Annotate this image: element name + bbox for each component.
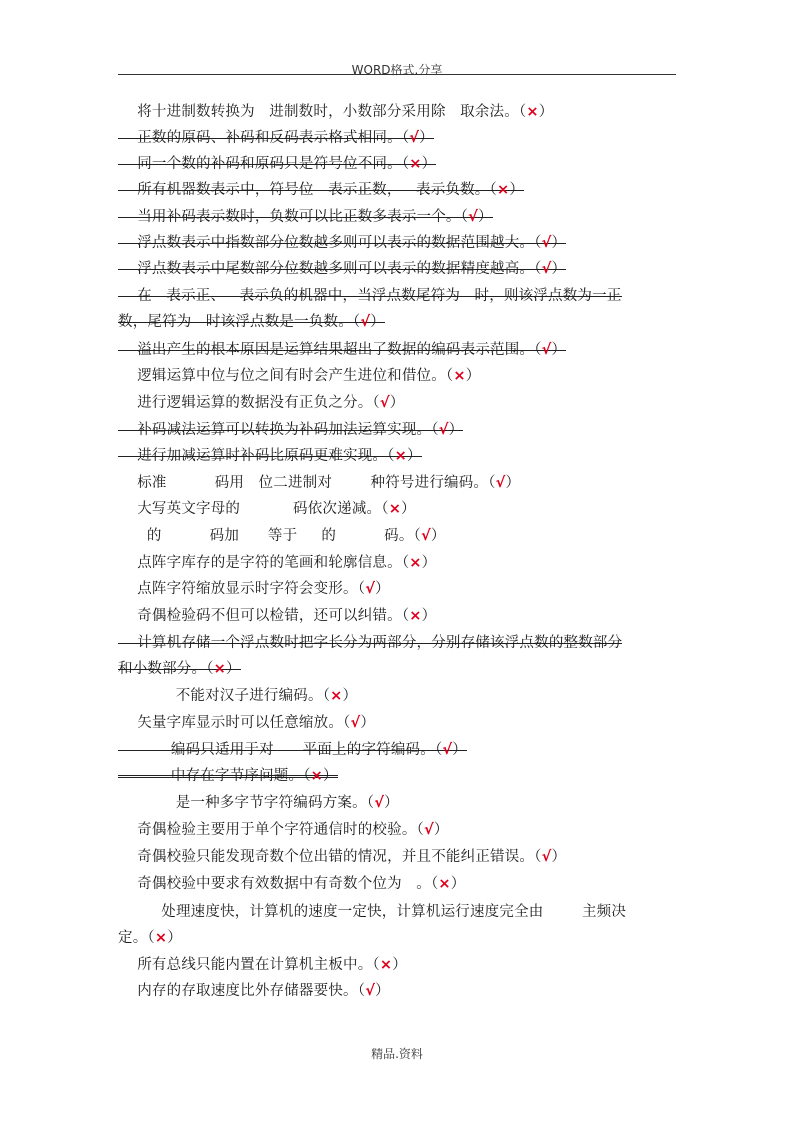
statement-line	[118, 580, 678, 598]
statement-line	[118, 767, 678, 785]
close-paren: ）	[551, 261, 567, 277]
close-paren: ）	[421, 555, 437, 571]
answer-mark: √	[541, 342, 552, 358]
close-paren: ）	[421, 608, 437, 624]
statement-text: 的 码加 等于 的 码。（	[118, 528, 421, 544]
close-paren: ）	[477, 209, 493, 225]
statement-line	[118, 607, 678, 625]
statement-line	[118, 234, 678, 252]
answer-mark: √	[421, 528, 431, 544]
close-paren: ）	[389, 395, 405, 411]
close-paren: ）	[323, 768, 338, 784]
answer-mark: ×	[438, 876, 451, 892]
statement-line	[118, 447, 678, 465]
close-paren: ）	[551, 342, 567, 358]
close-paren: ）	[421, 156, 437, 172]
statement-text: 标准 码用 位二进制对 种符号进行编码。（	[118, 475, 496, 491]
answer-mark: √	[350, 715, 361, 731]
statement-text: 矢量字库显示时可以任意缩放。（	[118, 715, 351, 731]
statement-line	[118, 367, 678, 385]
statement-line	[118, 341, 678, 359]
statement-line	[118, 956, 678, 974]
close-paren: ）	[430, 528, 446, 544]
statement-text: 进行加减运算时补码比原码更难实现。（	[118, 448, 395, 464]
close-paren: ）	[433, 822, 449, 838]
answer-mark: √	[374, 795, 385, 811]
statement-text: 大写英文字母的 码依次递减。（	[118, 501, 389, 517]
statement-line	[118, 741, 678, 759]
statement-line	[118, 687, 678, 705]
statement-text: 所有总线只能内置在计算机主板中。（	[118, 957, 380, 973]
header-divider	[118, 74, 676, 75]
statement-text: 进行逻辑运算的数据没有正负之分。（	[118, 395, 380, 411]
statement-line	[118, 129, 678, 147]
statement-line	[118, 287, 678, 305]
statement-line	[118, 527, 678, 545]
close-paren: ）	[226, 661, 241, 677]
statement-line	[118, 260, 678, 278]
statement-text: 奇偶检验主要用于单个字符通信时的校验。（	[118, 822, 424, 838]
statement-line	[118, 103, 678, 121]
statement-line	[118, 714, 678, 732]
statement-line	[118, 794, 678, 812]
close-paren: ）	[551, 849, 567, 865]
statement-line	[118, 982, 678, 1000]
statement-line	[118, 634, 678, 652]
page-footer: 精品.资料	[371, 1047, 423, 1061]
close-paren: ）	[551, 235, 567, 251]
statement-text: 数，尾符为 时该浮点数是一负数。（	[118, 314, 361, 330]
close-paren: ）	[392, 957, 407, 973]
statement-line	[118, 181, 678, 199]
statement-text: 定。（	[118, 930, 155, 946]
statement-text: 不能对汉子进行编码。（	[118, 688, 331, 704]
answer-mark: ×	[379, 957, 393, 973]
answer-mark: √	[442, 742, 453, 758]
answer-mark: ×	[394, 448, 407, 464]
statement-text: 将十进制数转换为 进制数时，小数部分采用除 取余法。（	[118, 104, 527, 120]
answer-mark: √	[468, 209, 478, 225]
close-paren: ）	[342, 688, 358, 704]
answer-mark: √	[424, 822, 434, 838]
statement-line	[118, 875, 678, 893]
answer-mark: √	[541, 261, 552, 277]
close-paren: ）	[360, 715, 376, 731]
statement-text: 浮点数表示中指数部分位数越多则可以表示的数据范围越大。（	[118, 235, 542, 251]
close-paren: ）	[450, 876, 466, 892]
answer-mark: ×	[409, 555, 422, 571]
statement-text: 同一个数的补码和原码只是符号位不同。（	[118, 156, 410, 172]
statement-line	[118, 500, 678, 518]
statement-text: 计算机存储一个浮点数时把字长分为两部分，分别存储该浮点数的整数部分	[118, 635, 623, 651]
answer-mark: ×	[409, 608, 422, 624]
statement-line	[118, 394, 678, 412]
close-paren: ）	[419, 130, 434, 146]
answer-mark: ×	[388, 501, 402, 517]
statement-text: 点阵字库存的是字符的笔画和轮廓信息。（	[118, 555, 410, 571]
statement-text: 逻辑运算中位与位之间有时会产生进位和借位。（	[118, 368, 454, 384]
statement-text: 是一种多字节字符编码方案。（	[118, 795, 375, 811]
answer-mark: √	[409, 130, 420, 146]
statement-text: 所有机器数表示中，符号位 表示正数， 表示负数。（	[118, 182, 497, 198]
statement-text: 编码只适用于对 平面上的字符编码。（	[118, 742, 443, 758]
close-paren: ）	[370, 314, 385, 330]
close-paren: ）	[384, 795, 399, 811]
answer-mark: √	[438, 422, 449, 438]
statement-line	[118, 208, 678, 226]
statement-line	[118, 929, 678, 947]
statement-line	[118, 421, 678, 439]
close-paren: ）	[167, 930, 182, 946]
answer-mark: ×	[526, 104, 539, 120]
answer-mark: √	[365, 983, 376, 999]
answer-mark: √	[495, 475, 506, 491]
statement-text: 补码减法运算可以转换为补码加法运算实现。（	[118, 422, 439, 438]
statement-text: 当用补码表示数时，负数可以比正数多表示一个。（	[118, 209, 469, 225]
statement-text: 奇偶校验中要求有效数据中有奇数个位为 。（	[118, 876, 439, 892]
answer-mark: √	[365, 581, 376, 597]
answer-mark: ×	[310, 768, 324, 784]
statement-text: 点阵字符缩放显示时字符会变形。（	[118, 581, 366, 597]
answer-mark: √	[360, 314, 371, 330]
statement-line	[118, 821, 678, 839]
statement-text: 奇偶检验码不但可以检错，还可以纠错。（	[118, 608, 410, 624]
close-paren: ）	[448, 422, 464, 438]
page-header: WORD格式.分享	[351, 63, 443, 77]
statement-text: 奇偶校验只能发现奇数个位出错的情况，并且不能纠正错误。（	[118, 849, 542, 865]
statement-line	[118, 903, 678, 921]
close-paren: ）	[375, 983, 390, 999]
statement-text: 中存在字节序问题。（	[118, 768, 311, 784]
statement-line	[118, 554, 678, 572]
answer-mark: √	[379, 395, 390, 411]
close-paren: ）	[509, 182, 525, 198]
statement-text: 在 表示正、 表示负的机器中，当浮点数尾符为 时，则该浮点数为一正	[118, 288, 622, 304]
statement-text: 正数的原码、补码和反码表示格式相同。（	[118, 130, 410, 146]
statement-text: 内存的存取速度比外存储器要快。（	[118, 983, 366, 999]
close-paren: ）	[465, 368, 481, 384]
statement-line	[118, 848, 678, 866]
answer-mark: ×	[154, 930, 168, 946]
close-paren: ）	[401, 501, 416, 517]
answer-mark: ×	[213, 661, 227, 677]
statement-text: 浮点数表示中尾数部分位数越多则可以表示的数据精度越高。（	[118, 261, 542, 277]
close-paren: ）	[406, 448, 422, 464]
close-paren: ）	[538, 104, 554, 120]
answer-mark: ×	[496, 182, 510, 198]
answer-mark: ×	[409, 156, 422, 172]
statement-line	[118, 155, 678, 173]
answer-mark: √	[541, 849, 552, 865]
statement-line	[118, 660, 678, 678]
statement-text: 和小数部分。（	[118, 661, 214, 677]
close-paren: ）	[375, 581, 390, 597]
answer-mark: ×	[453, 368, 466, 384]
close-paren: ）	[452, 742, 467, 758]
close-paren: ）	[505, 475, 521, 491]
statement-line	[118, 474, 678, 492]
answer-mark: √	[541, 235, 552, 251]
statement-text: 处理速度快，计算机的速度一定快，计算机运行速度完全由 主频决	[118, 904, 627, 920]
answer-mark: ×	[330, 688, 343, 704]
statement-text: 溢出产生的根本原因是运算结果超出了数据的编码表示范围。（	[118, 342, 542, 358]
statement-line	[118, 313, 678, 331]
